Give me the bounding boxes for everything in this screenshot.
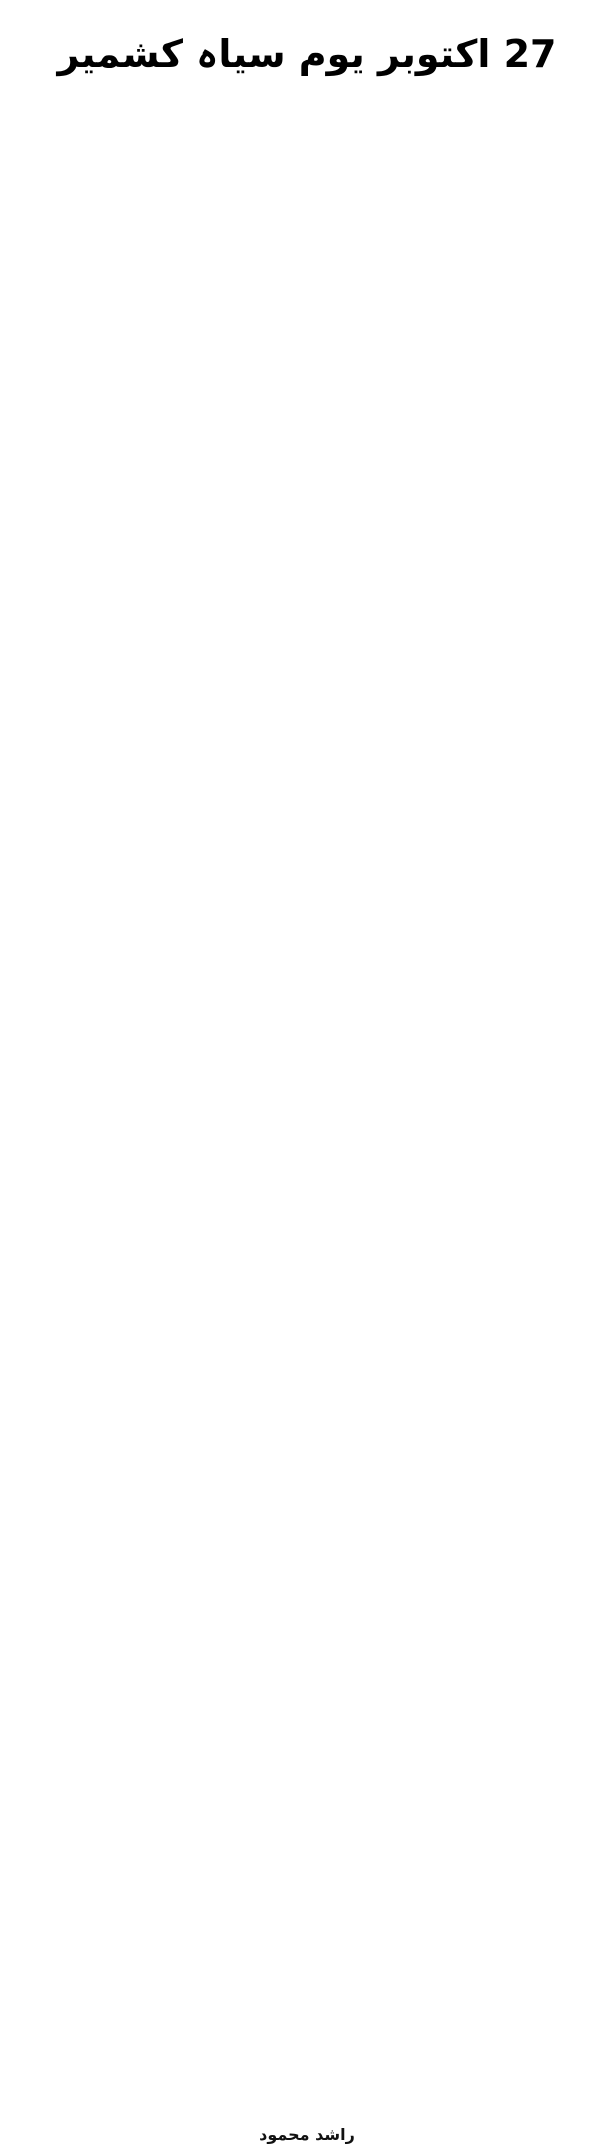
title-area [14,0,600,110]
article-author: راشد محمود [259,2125,355,2144]
article-title: 27 اکتوبر یوم سیاہ کشمیر [57,32,557,77]
